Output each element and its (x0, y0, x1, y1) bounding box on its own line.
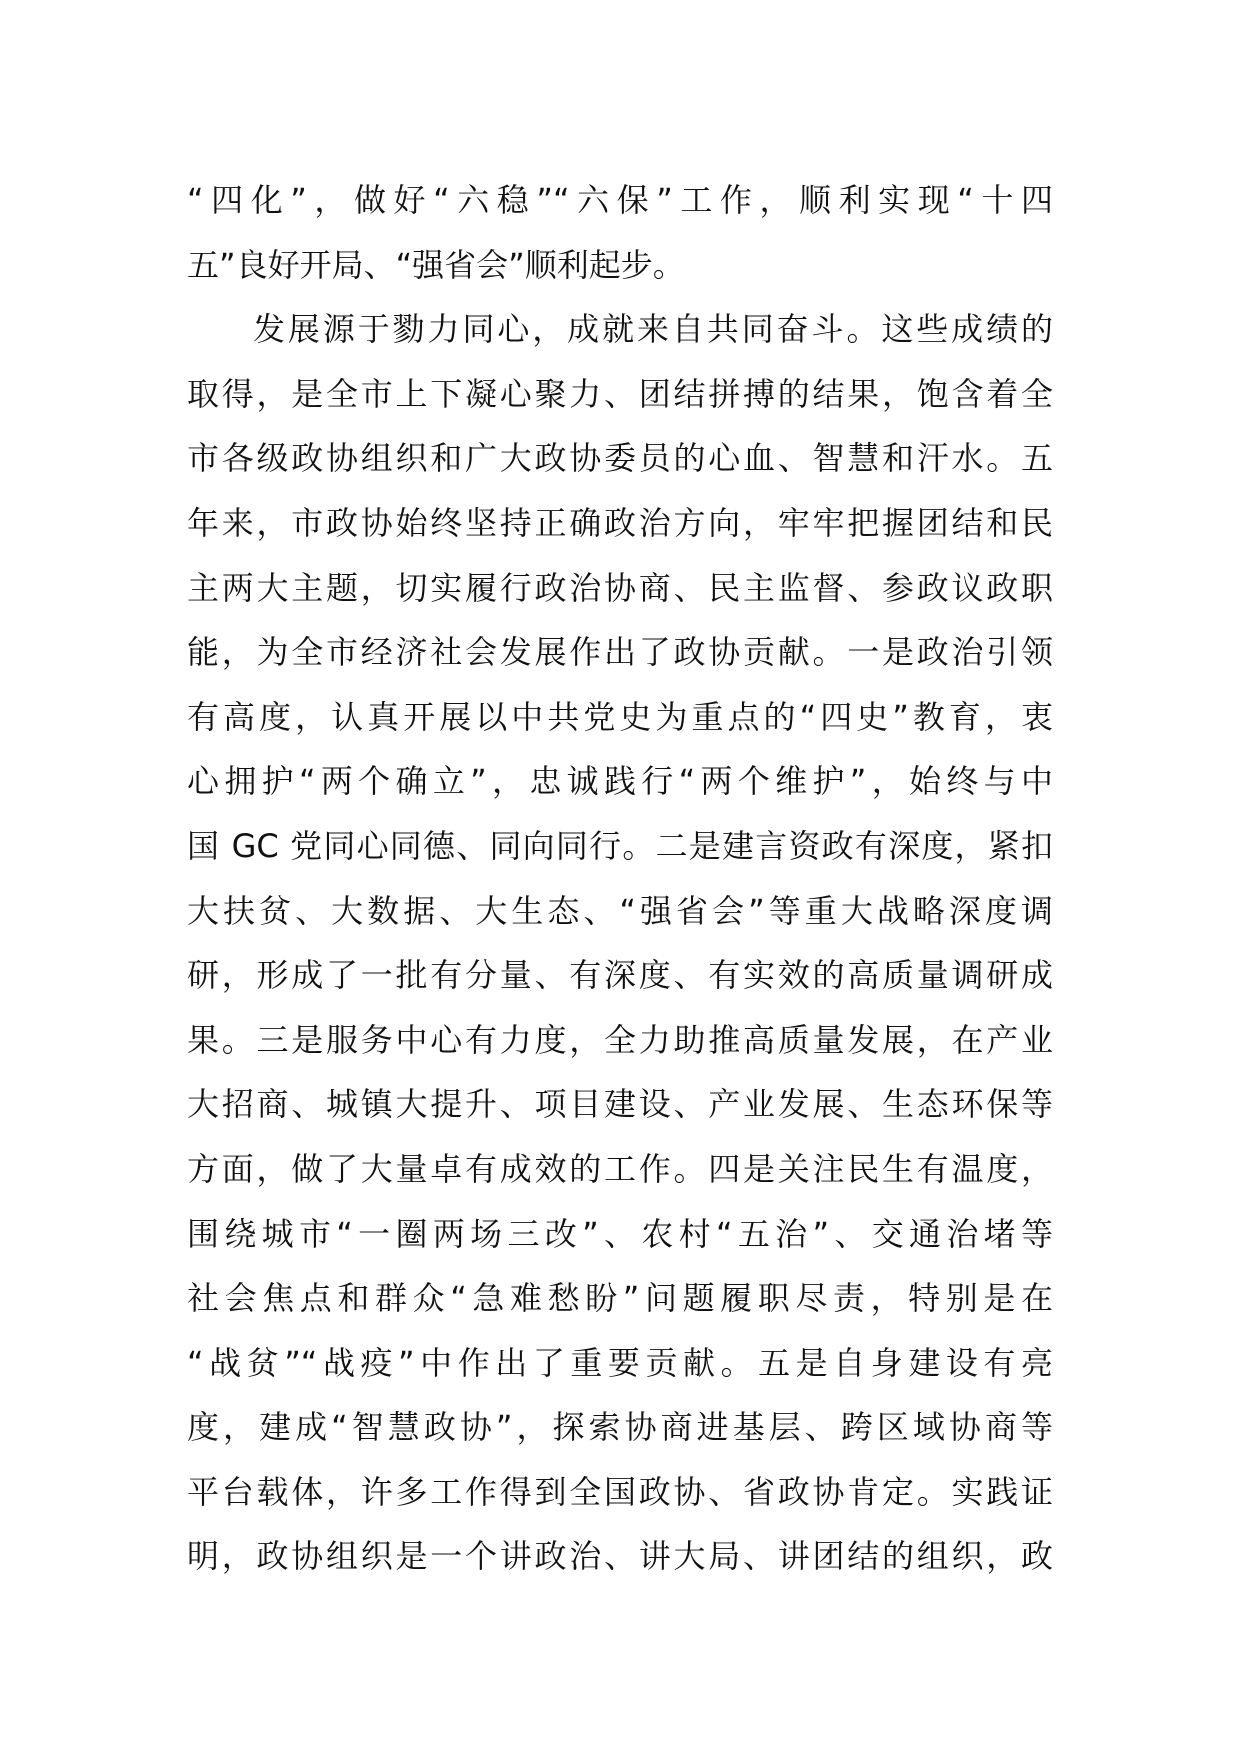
text-line: 年来，市政协始终坚持正确政治方向，牢牢把握团结和民 (187, 503, 1053, 542)
text-line: 市各级政协组织和广大政协委员的心血、智慧和汗水。五 (187, 439, 1053, 478)
text-line: 心拥护“两个确立”，忠诚践行“两个维护”，始终与中 (187, 762, 1053, 801)
text-line: “四化”，做好“六稳”“六保”工作，顺利实现“十四 (187, 181, 1053, 219)
text-line: 能，为全市经济社会发展作出了政协贡献。一是政治引领 (187, 633, 1053, 672)
text-line: 五”良好开局、“强省会”顺利起步。 (187, 245, 685, 284)
text-line: 围绕城市“一圈两场三改”、农村“五治”、交通治堵等 (187, 1214, 1053, 1253)
text-line: 研，形成了一批有分量、有深度、有实效的高质量调研成 (187, 956, 1053, 995)
text-line: 平台载体，许多工作得到全国政协、省政协肯定。实践证 (187, 1472, 1053, 1511)
text-line: 社会焦点和群众“急难愁盼”问题履职尽责，特别是在 (187, 1279, 1053, 1318)
text-line: 方面，做了大量卓有成效的工作。四是关注民生有温度， (187, 1149, 1053, 1188)
text-line: 大扶贫、大数据、大生态、“强省会”等重大战略深度调 (187, 891, 1053, 930)
text-line: 明，政协组织是一个讲政治、讲大局、讲团结的组织，政 (187, 1537, 1053, 1576)
text-line: 主两大主题，切实履行政治协商、民主监督、参政议政职 (187, 568, 1053, 607)
text-line: 有高度，认真开展以中共党史为重点的“四史”教育，衷 (187, 697, 1053, 736)
text-line: 果。三是服务中心有力度，全力助推高质量发展，在产业 (187, 1020, 1053, 1059)
text-line: “战贫”“战疫”中作出了重要贡献。五是自身建设有亮 (187, 1343, 1053, 1382)
text-line: 取得，是全市上下凝心聚力、团结拼搏的结果，饱含着全 (187, 374, 1053, 413)
paragraph-first-line: 发展源于勠力同心，成就来自共同奋斗。这些成绩的 (253, 310, 1053, 349)
text-line: 度，建成“智慧政协”，探索协商进基层、跨区域协商等 (187, 1408, 1053, 1447)
text-line: 国 GC 党同心同德、同向同行。二是建言资政有深度，紧扣 (187, 826, 1053, 865)
body-text (187, 168, 1053, 1589)
text-line: 大招商、城镇大提升、项目建设、产业发展、生态环保等 (187, 1085, 1053, 1124)
